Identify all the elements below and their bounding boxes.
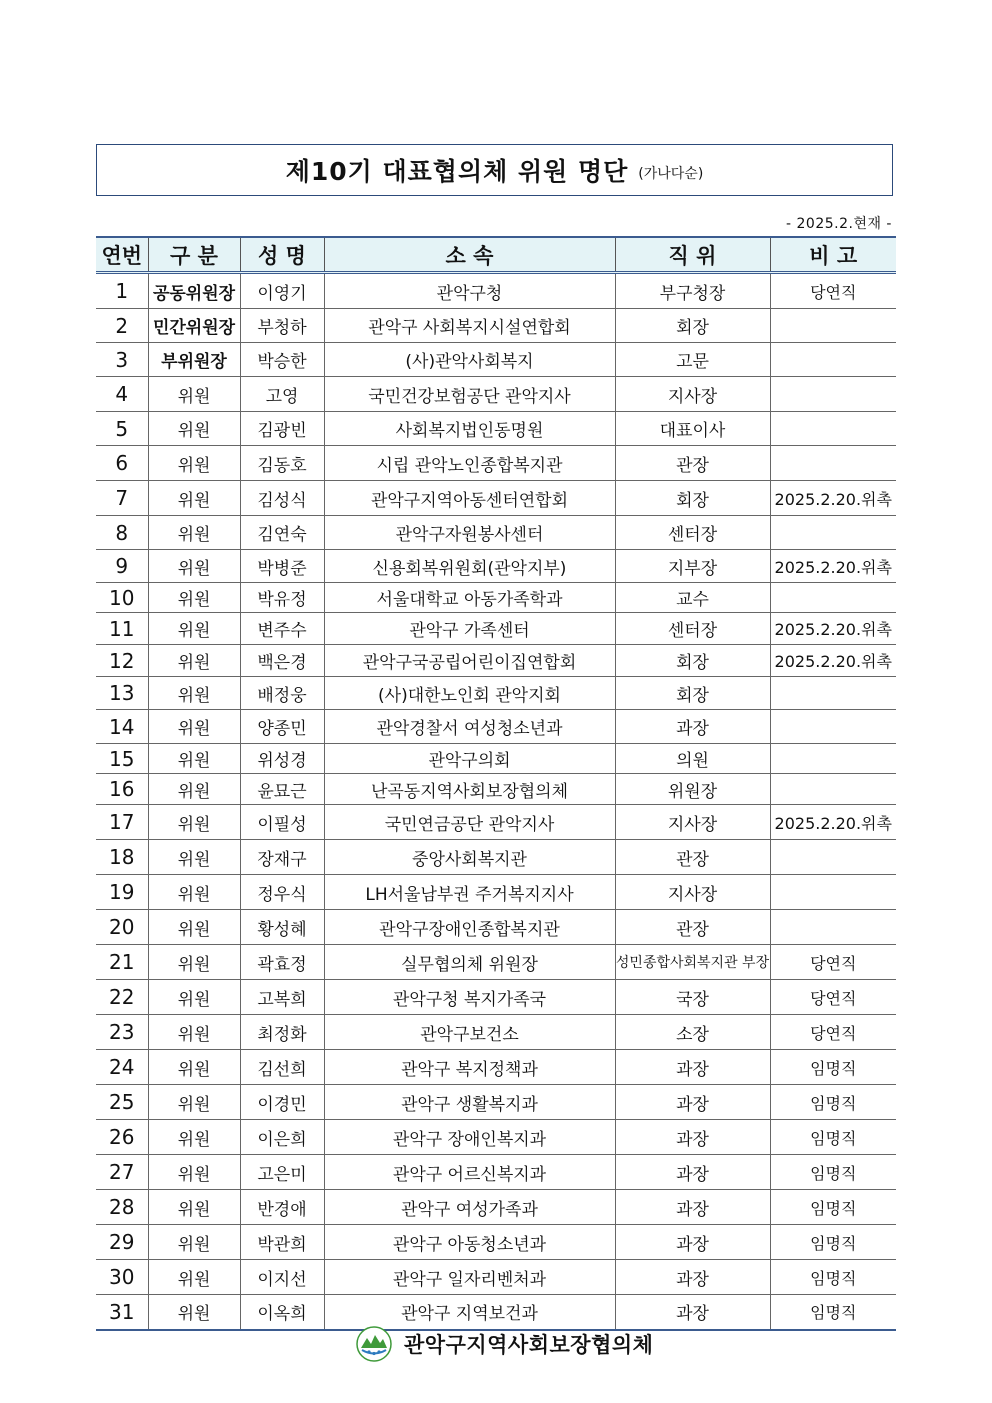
header-name: 성 명: [240, 237, 324, 273]
table-row: [96, 550, 896, 583]
member-category: 위원: [148, 481, 240, 516]
table-row: [96, 744, 896, 774]
member-remarks: 임명직: [770, 1155, 896, 1190]
member-remarks: [770, 910, 896, 945]
member-remarks: [770, 343, 896, 377]
member-affiliation: 국민건강보험공단 관악지사: [324, 377, 615, 412]
member-affiliation: 관악구자원봉사센터: [324, 516, 615, 550]
member-name: 이경민: [240, 1085, 324, 1120]
member-remarks: [770, 677, 896, 710]
member-position: 관장: [615, 446, 770, 481]
document-title: 제10기 대표협의체 위원 명단: [285, 157, 629, 186]
table-row: [96, 1260, 896, 1295]
member-affiliation: 관악구 사회복지시설연합회: [324, 309, 615, 343]
member-affiliation: 관악구보건소: [324, 1015, 615, 1050]
row-number: 18: [96, 840, 148, 875]
member-name: 고복희: [240, 980, 324, 1015]
table-row: [96, 805, 896, 840]
row-number: 30: [96, 1260, 148, 1295]
table-row: [96, 583, 896, 613]
member-remarks: [770, 840, 896, 875]
row-number: 23: [96, 1015, 148, 1050]
member-remarks: 임명직: [770, 1225, 896, 1260]
member-category: 위원: [148, 805, 240, 840]
member-position: 과장: [615, 1190, 770, 1225]
member-position: 과장: [615, 1050, 770, 1085]
member-remarks: 2025.2.20.위촉: [770, 805, 896, 840]
member-position: 대표이사: [615, 412, 770, 446]
header-category: 구 분: [148, 237, 240, 273]
member-affiliation: 관악구청: [324, 273, 615, 309]
table-row: [96, 446, 896, 481]
member-position: 과장: [615, 1085, 770, 1120]
member-name: 김동호: [240, 446, 324, 481]
member-remarks: [770, 875, 896, 910]
member-remarks: [770, 516, 896, 550]
member-position: 관장: [615, 840, 770, 875]
table-body: [96, 273, 896, 1330]
member-name: 부청하: [240, 309, 324, 343]
member-position: 관장: [615, 910, 770, 945]
member-remarks: [770, 309, 896, 343]
member-name: 반경애: [240, 1190, 324, 1225]
member-category: 위원: [148, 613, 240, 645]
member-category: 위원: [148, 550, 240, 583]
table-row: [96, 412, 896, 446]
table-row: [96, 774, 896, 805]
member-name: 양종민: [240, 710, 324, 744]
member-name: 백은경: [240, 645, 324, 677]
member-name: 김광빈: [240, 412, 324, 446]
member-affiliation: 관악구 어르신복지과: [324, 1155, 615, 1190]
row-number: 20: [96, 910, 148, 945]
member-category: 부위원장: [148, 343, 240, 377]
row-number: 29: [96, 1225, 148, 1260]
member-position: 부구청장: [615, 273, 770, 309]
title-box: [96, 144, 893, 196]
member-name: 장재구: [240, 840, 324, 875]
as-of-date: - 2025.2.현재 -: [786, 216, 892, 232]
table-row: [96, 1050, 896, 1085]
member-position: 과장: [615, 710, 770, 744]
header-no: 연번: [96, 237, 148, 273]
member-position: 위원장: [615, 774, 770, 805]
member-name: 김연숙: [240, 516, 324, 550]
row-number: 21: [96, 945, 148, 980]
member-position: 회장: [615, 309, 770, 343]
row-number: 19: [96, 875, 148, 910]
member-name: 황성혜: [240, 910, 324, 945]
member-remarks: 임명직: [770, 1295, 896, 1330]
member-affiliation: 관악구의회: [324, 744, 615, 774]
member-remarks: [770, 583, 896, 613]
table-row: [96, 710, 896, 744]
member-remarks: 임명직: [770, 1085, 896, 1120]
member-category: 위원: [148, 710, 240, 744]
row-number: 2: [96, 309, 148, 343]
member-remarks: 2025.2.20.위촉: [770, 645, 896, 677]
member-name: 이은희: [240, 1120, 324, 1155]
member-category: 위원: [148, 446, 240, 481]
header-remarks: 비 고: [770, 237, 896, 273]
row-number: 11: [96, 613, 148, 645]
member-remarks: [770, 774, 896, 805]
row-number: 3: [96, 343, 148, 377]
row-number: 31: [96, 1295, 148, 1330]
row-number: 22: [96, 980, 148, 1015]
table-row: [96, 875, 896, 910]
member-affiliation: LH서울남부권 주거복지지사: [324, 875, 615, 910]
row-number: 10: [96, 583, 148, 613]
row-number: 17: [96, 805, 148, 840]
member-position: 소장: [615, 1015, 770, 1050]
member-affiliation: 관악구 복지정책과: [324, 1050, 615, 1085]
header-affiliation: 소 속: [324, 237, 615, 273]
member-affiliation: 신용회복위원회(관악지부): [324, 550, 615, 583]
member-position: 회장: [615, 645, 770, 677]
member-category: 위원: [148, 412, 240, 446]
member-name: 고은미: [240, 1155, 324, 1190]
row-number: 4: [96, 377, 148, 412]
organization-name: 관악구지역사회보장협의체: [404, 1333, 654, 1357]
member-category: 위원: [148, 377, 240, 412]
member-category: 위원: [148, 1260, 240, 1295]
member-remarks: 2025.2.20.위촉: [770, 613, 896, 645]
member-category: 위원: [148, 1120, 240, 1155]
member-affiliation: 관악구 가족센터: [324, 613, 615, 645]
member-remarks: 2025.2.20.위촉: [770, 481, 896, 516]
member-category: 위원: [148, 677, 240, 710]
member-name: 박유정: [240, 583, 324, 613]
row-number: 14: [96, 710, 148, 744]
row-number: 24: [96, 1050, 148, 1085]
member-position: 회장: [615, 677, 770, 710]
member-affiliation: 관악구지역아동센터연합회: [324, 481, 615, 516]
member-affiliation: 관악구청 복지가족국: [324, 980, 615, 1015]
table-row: [96, 613, 896, 645]
member-name: 박관희: [240, 1225, 324, 1260]
member-affiliation: 관악구 일자리벤처과: [324, 1260, 615, 1295]
member-remarks: 2025.2.20.위촉: [770, 550, 896, 583]
member-remarks: [770, 412, 896, 446]
member-remarks: 당연직: [770, 273, 896, 309]
member-position: 회장: [615, 481, 770, 516]
member-category: 위원: [148, 875, 240, 910]
member-remarks: 당연직: [770, 980, 896, 1015]
member-category: 위원: [148, 645, 240, 677]
member-category: 위원: [148, 840, 240, 875]
member-name: 김성식: [240, 481, 324, 516]
member-name: 위성경: [240, 744, 324, 774]
table-row: [96, 516, 896, 550]
row-number: 9: [96, 550, 148, 583]
member-category: 위원: [148, 980, 240, 1015]
member-category: 위원: [148, 1085, 240, 1120]
member-position: 지사장: [615, 805, 770, 840]
member-name: 최정화: [240, 1015, 324, 1050]
member-position: 지사장: [615, 377, 770, 412]
table-row: [96, 1085, 896, 1120]
row-number: 12: [96, 645, 148, 677]
member-remarks: [770, 377, 896, 412]
member-category: 공동위원장: [148, 273, 240, 309]
member-name: 박병준: [240, 550, 324, 583]
row-number: 25: [96, 1085, 148, 1120]
member-category: 위원: [148, 744, 240, 774]
member-position: 과장: [615, 1120, 770, 1155]
member-name: 윤묘근: [240, 774, 324, 805]
table-row: [96, 910, 896, 945]
member-category: 민간위원장: [148, 309, 240, 343]
member-name: 곽효정: [240, 945, 324, 980]
member-affiliation: 중앙사회복지관: [324, 840, 615, 875]
member-category: 위원: [148, 1155, 240, 1190]
table-row: [96, 1155, 896, 1190]
member-affiliation: 관악구 장애인복지과: [324, 1120, 615, 1155]
member-category: 위원: [148, 516, 240, 550]
member-position: 지사장: [615, 875, 770, 910]
member-affiliation: 관악구국공립어린이집연합회: [324, 645, 615, 677]
row-number: 13: [96, 677, 148, 710]
member-name: 변주수: [240, 613, 324, 645]
member-position: 교수: [615, 583, 770, 613]
member-category: 위원: [148, 1050, 240, 1085]
member-affiliation: 관악구 아동청소년과: [324, 1225, 615, 1260]
member-remarks: 당연직: [770, 945, 896, 980]
member-affiliation: (사)관악사회복지: [324, 343, 615, 377]
member-name: 김선희: [240, 1050, 324, 1085]
member-affiliation: 실무협의체 위원장: [324, 945, 615, 980]
member-position: 의원: [615, 744, 770, 774]
row-number: 7: [96, 481, 148, 516]
member-name: 이지선: [240, 1260, 324, 1295]
row-number: 26: [96, 1120, 148, 1155]
member-name: 고영: [240, 377, 324, 412]
member-affiliation: 사회복지법인동명원: [324, 412, 615, 446]
row-number: 16: [96, 774, 148, 805]
member-position: 과장: [615, 1155, 770, 1190]
table-header-row: [96, 237, 896, 273]
member-category: 위원: [148, 583, 240, 613]
member-position: 국장: [615, 980, 770, 1015]
member-affiliation: 관악구 생활복지과: [324, 1085, 615, 1120]
row-number: 27: [96, 1155, 148, 1190]
row-number: 15: [96, 744, 148, 774]
member-remarks: [770, 446, 896, 481]
member-remarks: 당연직: [770, 1015, 896, 1050]
table-row: [96, 377, 896, 412]
member-position: 지부장: [615, 550, 770, 583]
member-position: 고문: [615, 343, 770, 377]
member-category: 위원: [148, 1295, 240, 1330]
member-position: 과장: [615, 1260, 770, 1295]
member-remarks: 임명직: [770, 1190, 896, 1225]
table-row: [96, 1190, 896, 1225]
document-subtitle: (가나다순): [638, 166, 704, 182]
member-category: 위원: [148, 774, 240, 805]
table-row: [96, 1015, 896, 1050]
member-affiliation: 시립 관악노인종합복지관: [324, 446, 615, 481]
row-number: 6: [96, 446, 148, 481]
member-name: 박승한: [240, 343, 324, 377]
member-position: 센터장: [615, 516, 770, 550]
member-roster-table: [96, 236, 896, 1331]
row-number: 28: [96, 1190, 148, 1225]
member-affiliation: 관악구 지역보건과: [324, 1295, 615, 1330]
member-category: 위원: [148, 1225, 240, 1260]
table-row: [96, 343, 896, 377]
member-affiliation: 관악구 여성가족과: [324, 1190, 615, 1225]
member-name: 정우식: [240, 875, 324, 910]
member-affiliation: 관악경찰서 여성청소년과: [324, 710, 615, 744]
member-remarks: 임명직: [770, 1050, 896, 1085]
member-affiliation: 국민연금공단 관악지사: [324, 805, 615, 840]
member-remarks: 임명직: [770, 1260, 896, 1295]
member-position: 과장: [615, 1295, 770, 1330]
member-affiliation: 난곡동지역사회보장협의체: [324, 774, 615, 805]
member-category: 위원: [148, 945, 240, 980]
member-remarks: [770, 710, 896, 744]
row-number: 5: [96, 412, 148, 446]
table-row: [96, 677, 896, 710]
member-category: 위원: [148, 1190, 240, 1225]
table-row: [96, 645, 896, 677]
header-position: 직 위: [615, 237, 770, 273]
table-row: [96, 309, 896, 343]
member-remarks: 임명직: [770, 1120, 896, 1155]
table-row: [96, 945, 896, 980]
member-affiliation: 관악구장애인종합복지관: [324, 910, 615, 945]
member-position: 성민종합사회복지관 부장: [615, 945, 770, 980]
member-name: 이영기: [240, 273, 324, 309]
member-category: 위원: [148, 910, 240, 945]
row-number: 8: [96, 516, 148, 550]
table-row: [96, 840, 896, 875]
member-name: 이필성: [240, 805, 324, 840]
member-remarks: [770, 744, 896, 774]
table-row: [96, 273, 896, 309]
table-row: [96, 1120, 896, 1155]
member-position: 센터장: [615, 613, 770, 645]
member-name: 배정웅: [240, 677, 324, 710]
council-logo-icon: [356, 1326, 392, 1362]
table-row: [96, 1295, 896, 1330]
member-category: 위원: [148, 1015, 240, 1050]
member-affiliation: (사)대한노인회 관악지회: [324, 677, 615, 710]
row-number: 1: [96, 273, 148, 309]
member-affiliation: 서울대학교 아동가족학과: [324, 583, 615, 613]
table-row: [96, 1225, 896, 1260]
table-row: [96, 980, 896, 1015]
footer: [356, 1326, 653, 1362]
member-position: 과장: [615, 1225, 770, 1260]
table-row: [96, 481, 896, 516]
member-name: 이옥희: [240, 1295, 324, 1330]
